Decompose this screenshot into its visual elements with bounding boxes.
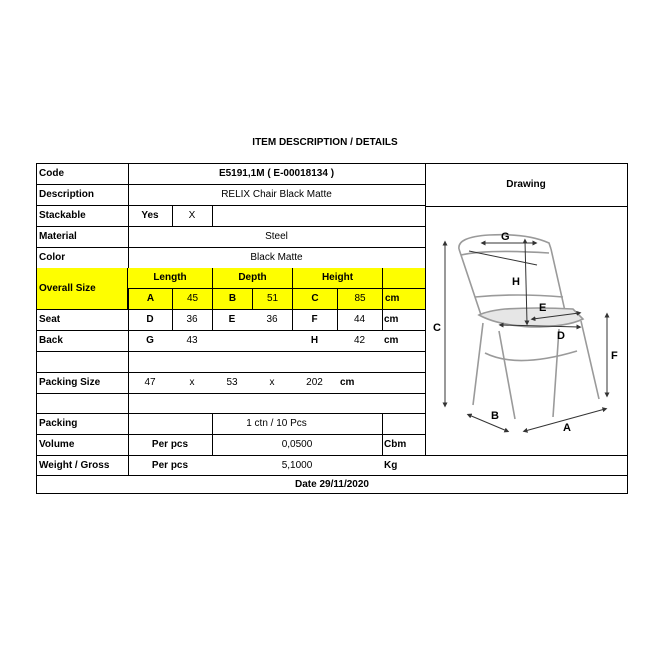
length-key: A xyxy=(129,289,172,309)
packing-height: 202 xyxy=(306,377,323,388)
stackable-answer: Yes xyxy=(141,210,159,221)
overall-unit: cm xyxy=(383,289,425,309)
depth-value: 51 xyxy=(253,289,292,309)
unit-header-blank xyxy=(383,268,425,288)
code-label: Code xyxy=(39,168,64,179)
seat-e-value: 36 xyxy=(266,314,278,325)
dim-label-a: A xyxy=(563,422,571,434)
material-value: Steel xyxy=(265,231,288,242)
overall-size-label: Overall Size xyxy=(37,268,128,309)
packing-size-unit: cm xyxy=(340,377,355,388)
back-label: Back xyxy=(39,335,63,346)
stackable-mark: X xyxy=(188,210,196,221)
dim-label-g: G xyxy=(501,231,510,243)
weight-label: Weight / Gross xyxy=(39,459,110,471)
back-g-value: 43 xyxy=(186,335,198,346)
packing-times-1: x xyxy=(189,377,195,388)
packing-size-label: Packing Size xyxy=(39,377,101,388)
seat-d-key: D xyxy=(146,314,154,325)
height-key: C xyxy=(293,289,337,309)
seat-f-value: 44 xyxy=(353,314,366,325)
seat-unit: cm xyxy=(384,314,399,325)
description-value: RELIX Chair Black Matte xyxy=(221,189,332,200)
color-value: Black Matte xyxy=(250,252,303,263)
code-value: E5191,1M ( E-00018134 ) xyxy=(218,168,335,179)
seat-label: Seat xyxy=(39,314,61,325)
seat-d-value: 36 xyxy=(186,314,198,325)
dim-label-f: F xyxy=(611,350,618,362)
depth-key: B xyxy=(213,289,252,309)
length-header: Length xyxy=(128,268,212,288)
length-value: 45 xyxy=(173,289,212,309)
material-label: Material xyxy=(39,231,77,242)
height-header: Height xyxy=(293,268,382,288)
height-value: 85 xyxy=(338,289,382,309)
dim-label-b: B xyxy=(491,410,499,422)
packing-value: 1 ctn / 10 Pcs xyxy=(246,418,307,429)
back-h-value: 42 xyxy=(353,335,366,346)
volume-unit: Cbm xyxy=(384,439,407,450)
seat-f-key: F xyxy=(311,314,318,325)
weight-unit: Kg xyxy=(384,459,398,471)
volume-value: 0,0500 xyxy=(281,439,313,450)
description-label: Description xyxy=(39,189,95,200)
document-title: ITEM DESCRIPTION / DETAILS xyxy=(252,137,398,148)
seat-e-key: E xyxy=(228,314,236,325)
packing-depth: 53 xyxy=(226,377,238,388)
stackable-label: Stackable xyxy=(39,210,86,221)
chair-dimension-drawing xyxy=(427,219,627,439)
packing-label: Packing xyxy=(39,418,78,429)
weight-basis: Per pcs xyxy=(151,459,189,471)
volume-label: Volume xyxy=(39,439,75,450)
date-footer: Date 29/11/2020 xyxy=(295,478,369,490)
back-g-key: G xyxy=(146,335,154,346)
volume-basis: Per pcs xyxy=(151,439,189,450)
details-table xyxy=(36,163,628,494)
weight-value: 5,1000 xyxy=(281,459,313,471)
dim-label-h: H xyxy=(512,276,520,288)
back-h-key: H xyxy=(310,335,319,346)
drawing-header: Drawing xyxy=(506,179,546,190)
dim-label-d: D xyxy=(557,330,565,342)
dim-label-c: C xyxy=(433,322,441,334)
color-label: Color xyxy=(39,252,66,263)
dimension-lines xyxy=(445,241,607,431)
back-unit: cm xyxy=(384,335,399,346)
packing-width: 47 xyxy=(144,377,156,388)
depth-header: Depth xyxy=(213,268,292,288)
dim-label-e: E xyxy=(539,302,547,314)
packing-times-2: x xyxy=(269,377,275,388)
